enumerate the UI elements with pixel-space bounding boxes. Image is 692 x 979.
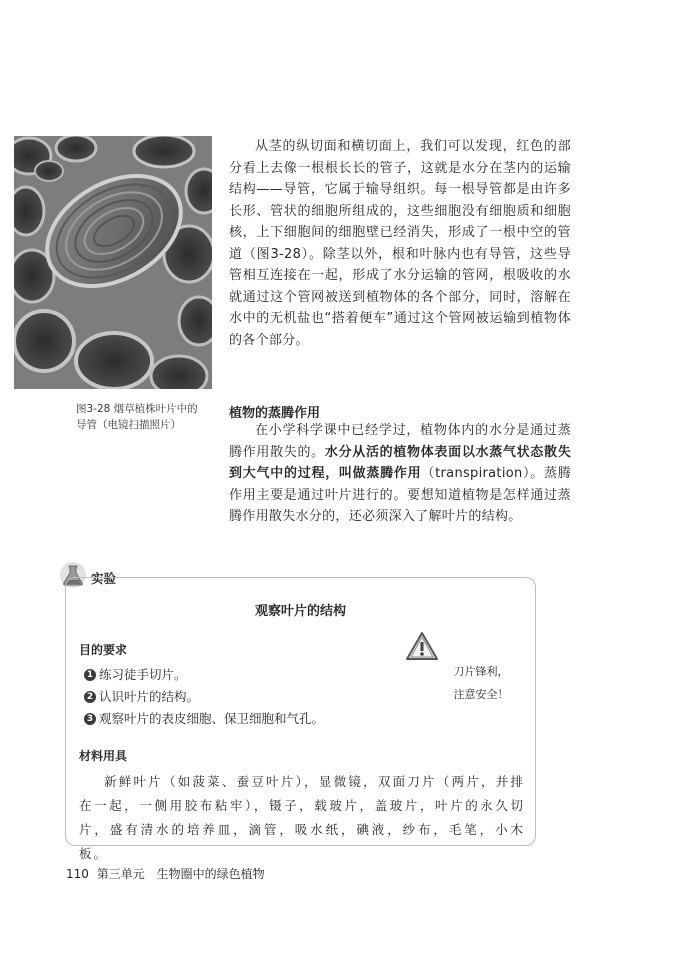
sem-photo-vessels — [14, 136, 212, 389]
list-item — [84, 708, 324, 730]
goal-text: 观察叶片的表皮细胞、保卫细胞和气孔。 — [99, 711, 325, 726]
goals-list — [84, 664, 324, 730]
figure-caption-line2: 导管（电镜扫描照片） — [76, 419, 181, 431]
figure-caption — [76, 401, 226, 433]
number-badge: 3 — [84, 713, 96, 725]
unit-title: 生物圈中的绿色植物 — [156, 867, 265, 881]
number-badge: 2 — [84, 691, 96, 703]
page-number: 110 — [66, 867, 89, 881]
goals-heading: 目的要求 — [79, 643, 128, 657]
list-item — [84, 686, 324, 708]
unit-name: 第三单元 — [96, 867, 145, 881]
materials-heading: 材料用具 — [79, 749, 128, 763]
figure-caption-line1: 图3-28 烟草植株叶片中的 — [76, 403, 198, 415]
warning-line2: 注意安全！ — [453, 688, 509, 701]
paragraph-vessels: 从茎的纵切面和横切面上，我们可以发现，红色的部分看上去像一根根长长的管子，这就是水分在茎内的运输结构——导管，它属于输导组织。每一根导管都是由许多长形、管状的细胞所组成的，这些细胞没有细胞质和细胞核，上下细胞间的细胞壁已经消失，形成了一根中空的管道（图3-28）。除茎以外，根和叶脉内也有导管，这些导管相互连接在一起，形成了水分运输的管网，根吸收的水就通过这个管网被送到植物体的各个部分，同时，溶解在水中的无机盐也“搭着便车”通过这个管网被运输到植物体的各个部分。 — [229, 139, 571, 348]
goal-text: 认识叶片的结构。 — [99, 689, 200, 704]
warning-icon — [405, 630, 439, 662]
paragraph-text: （transpiration）。蒸腾作用主要是通过叶片进行的。要想知道植物是怎样通过蒸腾作用散失水分的，还必须深入了解叶片的结构。 — [229, 466, 571, 524]
goal-text: 练习徒手切片。 — [99, 667, 187, 682]
section-title-transpiration: 植物的蒸腾作用 — [229, 406, 321, 421]
paragraph-text: 在小学科学课中已经学过，植物体内的水分是通过蒸腾作用散失的。 — [229, 423, 571, 460]
list-item — [84, 664, 324, 686]
number-badge: 1 — [84, 669, 96, 681]
warning-note — [441, 660, 521, 706]
page-footer — [66, 865, 265, 882]
warning-line1: 刀片锋利， — [453, 665, 509, 678]
experiment-box — [65, 577, 536, 861]
experiment-label: 实验 — [91, 571, 117, 586]
definition-bold-text: 水分从活的植物体表面以水蒸气状态散失到大气中的过程，叫做蒸腾作用 — [229, 444, 571, 481]
paragraph-transpiration — [229, 420, 571, 528]
materials-text: 新鲜叶片（如菠菜、蚕豆叶片），显微镜，双面刀片（两片，并排在一起，一侧用胶布粘牢），镊子，载玻片，盖玻片，叶片的永久切片，盛有清水的培养皿，滴管，吸水纸，碘液，纱布，毛笔，小木板。 — [79, 774, 525, 861]
experiment-title: 观察叶片的结构 — [254, 604, 346, 619]
